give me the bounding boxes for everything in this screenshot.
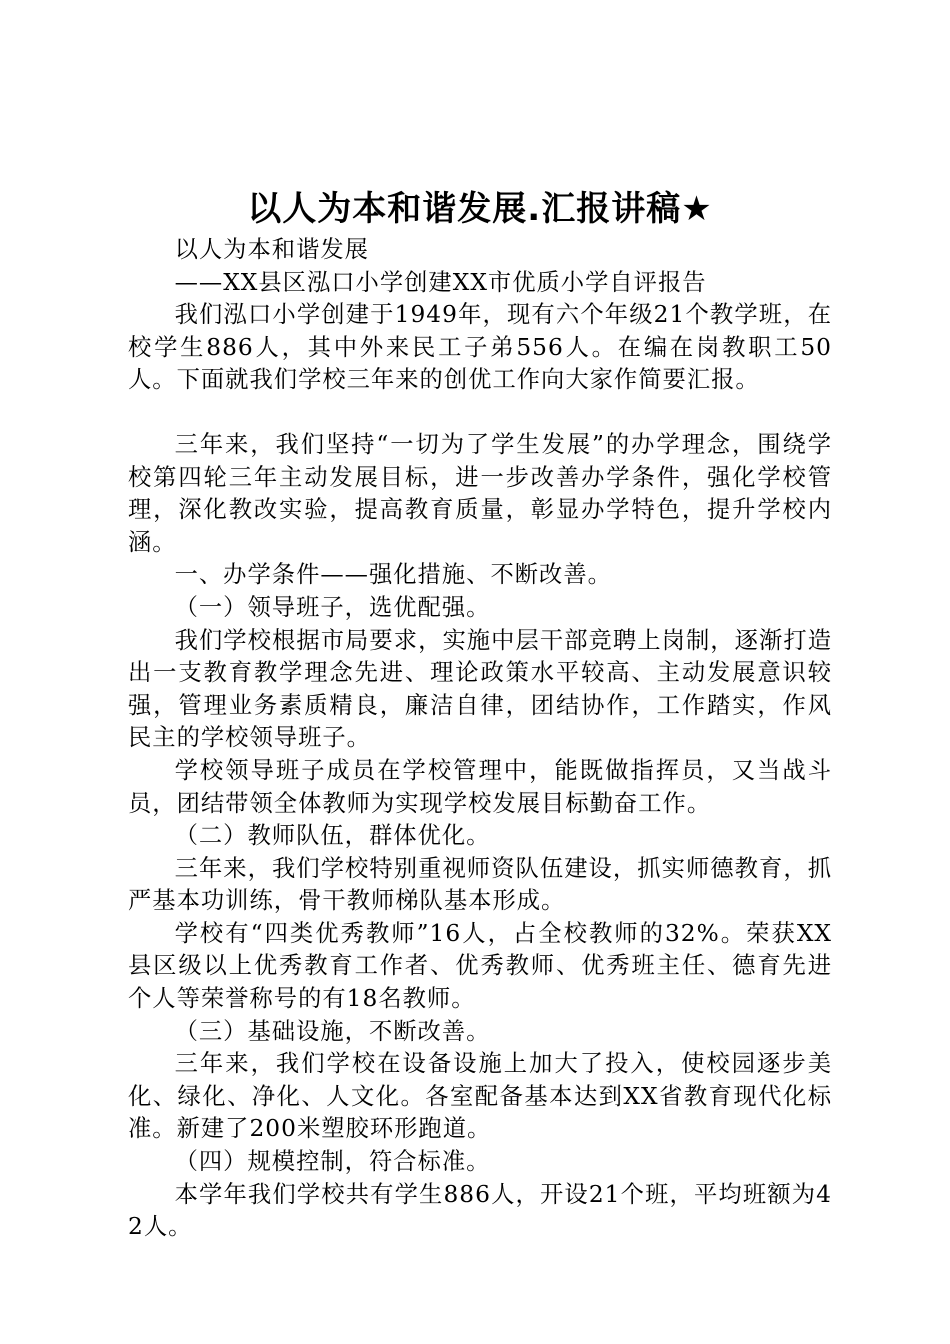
subsection-heading-2: （二）教师队伍，群体优化。 [174, 822, 491, 850]
paragraph-teacher-awards: 学校有“四类优秀教师”16人，占全校教师的32%。荣获XX县区级以上优秀教育工作者、优秀教师、优秀班主任、德育先进个人等荣誉称号的有18名教师。 [128, 919, 832, 1013]
document-page [128, 186, 832, 1244]
paragraph-overview: 三年来，我们坚持“一切为了学生发展”的办学理念，围绕学校第四轮三年主动发展目标，进一步改善办学条件，强化学校管理，深化教改实验，提高教育质量，彰显办学特色，提升学校内涵。 [128, 430, 832, 556]
paragraph-facilities: 三年来，我们学校在设备设施上加大了投入，使校园逐步美化、绿化、净化、人文化。各室配备基本达到XX省教育现代化标准。新建了200米塑胶环形跑道。 [128, 1050, 832, 1143]
paragraph-intro: 我们泓口小学创建于1949年，现有六个年级21个教学班，在校学生886人，其中外来民工子弟556人。在编在岗教职工50人。下面就我们学校三年来的创优工作向大家作简要汇报。 [128, 301, 832, 394]
paragraph-leadership: 我们学校根据市局要求，实施中层干部竞聘上岗制，逐渐打造出一支教育教学理念先进、理论政策水平较高、主动发展意识较强，管理业务素质精良，廉洁自律，团结协作，工作踏实，作风民主的学校领导班子。 [128, 626, 832, 752]
subtitle-report: ——XX县区泓口小学创建XX市优质小学自评报告 [174, 268, 707, 296]
subsection-heading-1: （一）领导班子，选优配强。 [174, 593, 491, 621]
paragraph-scale: 本学年我们学校共有学生886人，开设21个班，平均班额为42人。 [128, 1180, 832, 1241]
subsection-heading-3: （三）基础设施，不断改善。 [174, 1017, 491, 1045]
paragraph-leadership-role: 学校领导班子成员在学校管理中，能既做指挥员，又当战斗员，团结带领全体教师为实现学校发展目标勤奋工作。 [128, 756, 832, 817]
subsection-heading-4: （四）规模控制，符合标准。 [174, 1148, 491, 1176]
subtitle-main: 以人为本和谐发展 [174, 236, 369, 263]
document-title: 以人为本和谐发展.汇报讲稿★ [247, 189, 713, 229]
section-heading-1: 一、办学条件——强化措施、不断改善。 [174, 561, 612, 589]
paragraph-teachers: 三年来，我们学校特别重视师资队伍建设，抓实师德教育，抓严基本功训练，骨干教师梯队基本形成。 [128, 854, 832, 915]
